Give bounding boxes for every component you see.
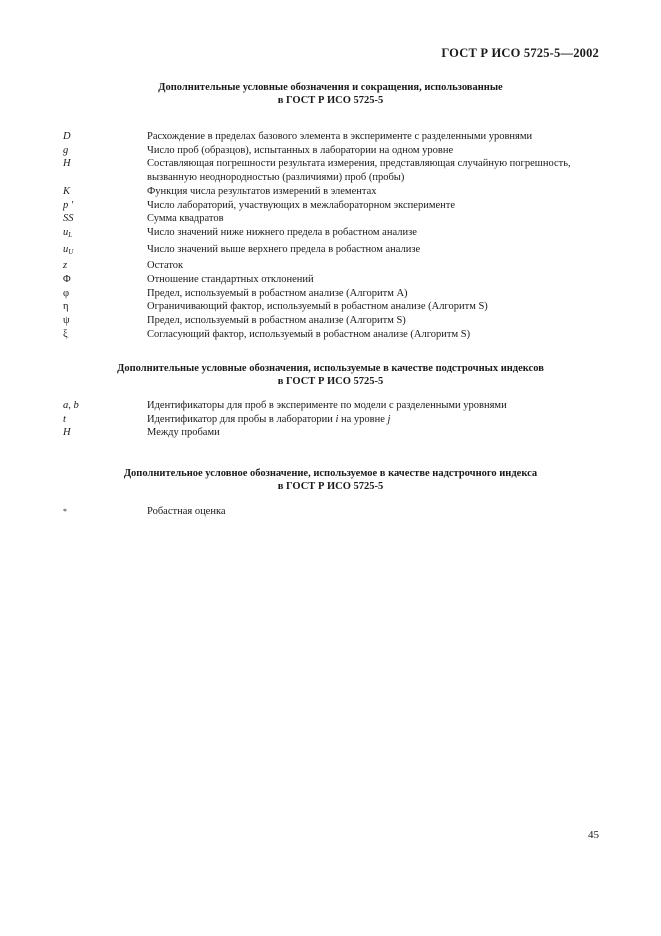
symbol-base: u — [63, 243, 69, 255]
section3-title-line1: Дополнительное условное обозначение, используемое в качестве надстрочного индекса — [123, 468, 538, 479]
section3-symbol-list — [63, 505, 603, 519]
symbol-row — [63, 328, 603, 342]
symbol — [63, 226, 147, 243]
symbol: * — [63, 507, 67, 516]
symbol-description: вызванную неоднородностью (различиями) проб (пробы) — [147, 172, 405, 184]
symbol: η — [63, 301, 69, 313]
section1-title — [0, 81, 661, 107]
symbol — [63, 171, 147, 185]
symbol-row — [63, 314, 603, 328]
symbol-row-continuation — [63, 171, 603, 185]
symbol-row — [63, 413, 603, 427]
symbol-row — [63, 259, 603, 273]
symbol-row — [63, 287, 603, 301]
symbol — [63, 243, 147, 260]
symbol-description: Отношение стандартных отклонений — [147, 274, 314, 286]
symbol-description: Расхождение в пределах базового элемента в эксперименте с разделенными уровнями — [147, 131, 533, 142]
symbol-row — [63, 212, 603, 226]
symbol: ξ — [63, 328, 68, 340]
symbol-description: Между пробами — [147, 427, 220, 439]
symbol-row — [63, 157, 603, 171]
symbol-description: Число значений выше верхнего предела в робастном анализе — [147, 243, 421, 255]
section2-title-line1: Дополнительные условные обозначения, используемые в качестве подстрочных индексов — [117, 363, 544, 374]
symbol-description: Число проб (образцов), испытанных в лаборатории на одном уровне — [147, 144, 454, 156]
symbol: p ′ — [63, 199, 74, 211]
symbol-row — [63, 185, 603, 199]
section3-title — [0, 467, 661, 493]
symbol-description: Предел, используемый в робастном анализе (Алгоритм S) — [147, 315, 406, 327]
section2-symbol-list — [63, 399, 603, 440]
description-text: на уровне — [338, 413, 388, 425]
symbol-description: Сумма квадратов — [147, 213, 224, 225]
symbol-row — [63, 273, 603, 287]
symbol: D — [63, 131, 71, 142]
symbol-row — [63, 226, 603, 243]
symbol: H — [63, 427, 71, 439]
symbol-row — [63, 144, 603, 158]
symbol: Φ — [63, 274, 71, 286]
symbol-subscript: U — [68, 247, 74, 256]
symbol-description: Ограничивающий фактор, используемый в робастном анализе (Алгоритм S) — [147, 301, 488, 313]
symbol: z — [63, 260, 68, 272]
symbol-row — [63, 199, 603, 213]
section2-title — [0, 362, 661, 388]
symbol-row — [63, 505, 603, 519]
symbol: SS — [63, 213, 74, 225]
symbol-description: Предел, используемый в робастном анализе (Алгоритм A) — [147, 287, 408, 299]
symbol: H — [63, 158, 71, 170]
section1-symbol-list — [63, 130, 603, 342]
symbol-row — [63, 300, 603, 314]
symbol-row — [63, 243, 603, 260]
symbol: t — [63, 413, 66, 425]
page-number: 45 — [588, 829, 599, 841]
symbol-description: Согласующий фактор, используемый в робастном анализе (Алгоритм S) — [147, 328, 471, 340]
symbol-base: u — [63, 226, 69, 238]
section1-title-line1: Дополнительные условные обозначения и сокращения, использованные — [158, 82, 503, 93]
symbol: g — [63, 144, 69, 156]
section2-title-line2: в ГОСТ Р ИСО 5725-5 — [277, 376, 384, 387]
index-j: j — [387, 413, 391, 425]
symbol: K — [63, 185, 71, 197]
section3-title-line2: в ГОСТ Р ИСО 5725-5 — [277, 481, 384, 492]
symbol-description: Число лабораторий, участвующих в межлабораторном эксперименте — [147, 199, 455, 211]
symbol-description: Остаток — [147, 260, 184, 272]
symbol-row — [63, 426, 603, 440]
symbol-row — [63, 399, 603, 413]
index-i: i — [335, 413, 339, 425]
symbol: a, b — [63, 400, 79, 411]
document-header: ГОСТ Р ИСО 5725-5—2002 — [441, 46, 599, 60]
symbol-description: Составляющая погрешности результата измерения, представляющая случайную погрешность, — [147, 158, 571, 170]
symbol: ψ — [63, 315, 70, 327]
symbol-description: Функция числа результатов измерений в элементах — [147, 185, 377, 197]
symbol-description — [147, 413, 603, 427]
symbol-description: Число значений ниже нижнего предела в робастном анализе — [147, 226, 417, 238]
symbol-subscript: L — [68, 230, 73, 239]
symbol-row — [63, 130, 603, 144]
symbol-description: Робастная оценка — [147, 506, 226, 517]
symbol: φ — [63, 287, 70, 299]
description-text: Идентификатор для пробы в лаборатории — [147, 413, 336, 425]
symbol-description: Идентификаторы для проб в эксперименте по модели с разделенными уровнями — [147, 400, 507, 411]
section1-title-line2: в ГОСТ Р ИСО 5725-5 — [277, 95, 384, 106]
